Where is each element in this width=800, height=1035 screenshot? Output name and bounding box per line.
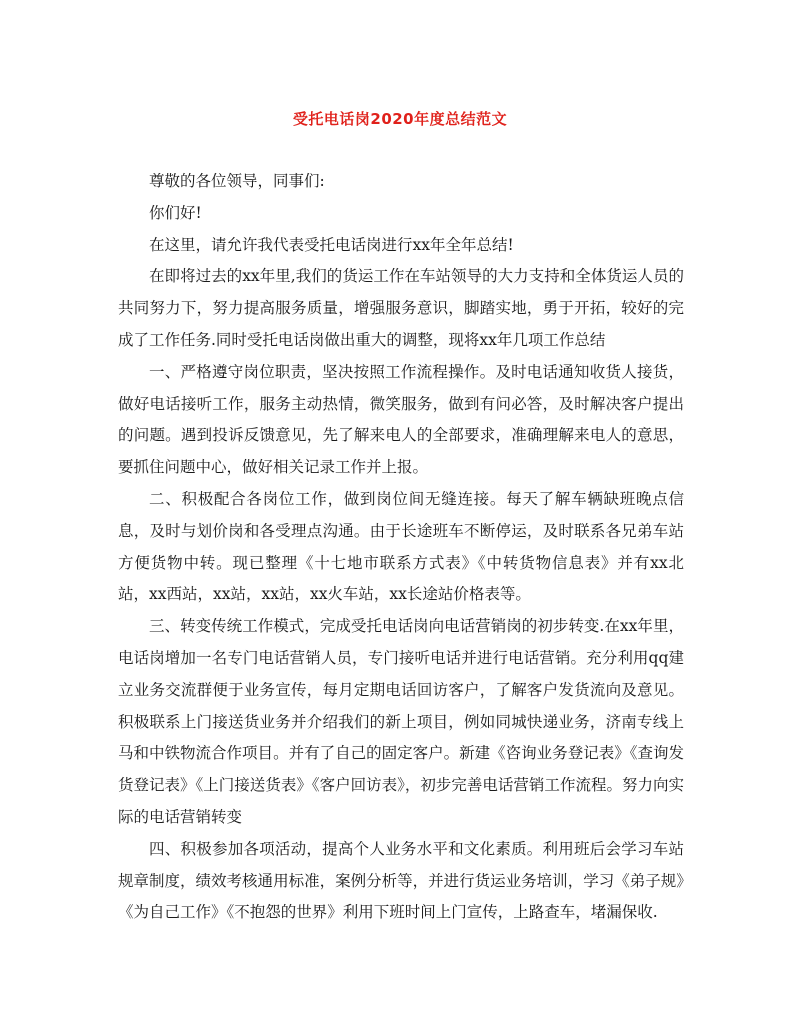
document-title: 受托电话岗2020年度总结范文 — [292, 110, 508, 128]
section-two-paragraph: 二、积极配合各岗位工作，做到岗位间无缝连接。每天了解车辆缺班晚点信息，及时与划价岗和各受理点沟通。由于长途班车不断停运，及时联系各兄弟车站方便货物中转。现已整理《十七地市联系方式表》《中转货物信息表》并有xx北站，xx西站，xx站，xx站，xx火车站，xx长途站价格表等。 — [118, 489, 684, 604]
salutation-paragraph: 尊敬的各位领导，同事们: — [149, 172, 325, 190]
section-three-paragraph: 三、转变传统工作模式，完成受托电话岗向电话营销岗的初步转变.在xx年里，电话岗增加一名专门电话营销人员，专门接听电话并进行电话营销。充分利用qq建立业务交流群便于业务宣传，每月定期电话回访客户，了解客户发货流向及意见。积极联系上门接送货业务并介绍我们的新上项目，例如同城快递业务，济南专线上马和中铁物流合作项目。并有了自己的固定客户。新建《咨询业务登记表》《查询发货登记表》《上门接送货表》《客户回访表》，初步完善电话营销工作流程。努力向实际的电话营销转变 — [118, 617, 684, 826]
section-one-paragraph: 一、严格遵守岗位职责，坚决按照工作流程操作。及时电话通知收货人接货，做好电话接听工作，服务主动热情，微笑服务，做到有问必答，及时解决客户提出的问题。遇到投诉反馈意见，先了解来电人的全部要求，准确理解来电人的意思，要抓住问题中心，做好相关记录工作并上报。 — [118, 362, 684, 477]
intro-paragraph: 在这里，请允许我代表受托电话岗进行xx年全年总结! — [149, 235, 514, 254]
greeting-paragraph: 你们好! — [149, 203, 202, 222]
section-four-paragraph: 四、积极参加各项活动，提高个人业务水平和文化素质。利用班后会学习车站规章制度，绩效考核通用标准，案例分析等，并进行货运业务培训，学习《弟子规》《为自己工作》《不抱怨的世界》利用下班时间上门宣传，上路查车，堵漏保收. — [118, 839, 684, 922]
overview-paragraph: 在即将过去的xx年里,我们的货运工作在车站领导的大力支持和全体货运人员的共同努力下，努力提高服务质量，增强服务意识，脚踏实地，勇于开拓，较好的完成了工作任务.同时受托电话岗做出重大的调整，现将xx年几项工作总结 — [118, 267, 684, 349]
document-body — [118, 166, 684, 929]
